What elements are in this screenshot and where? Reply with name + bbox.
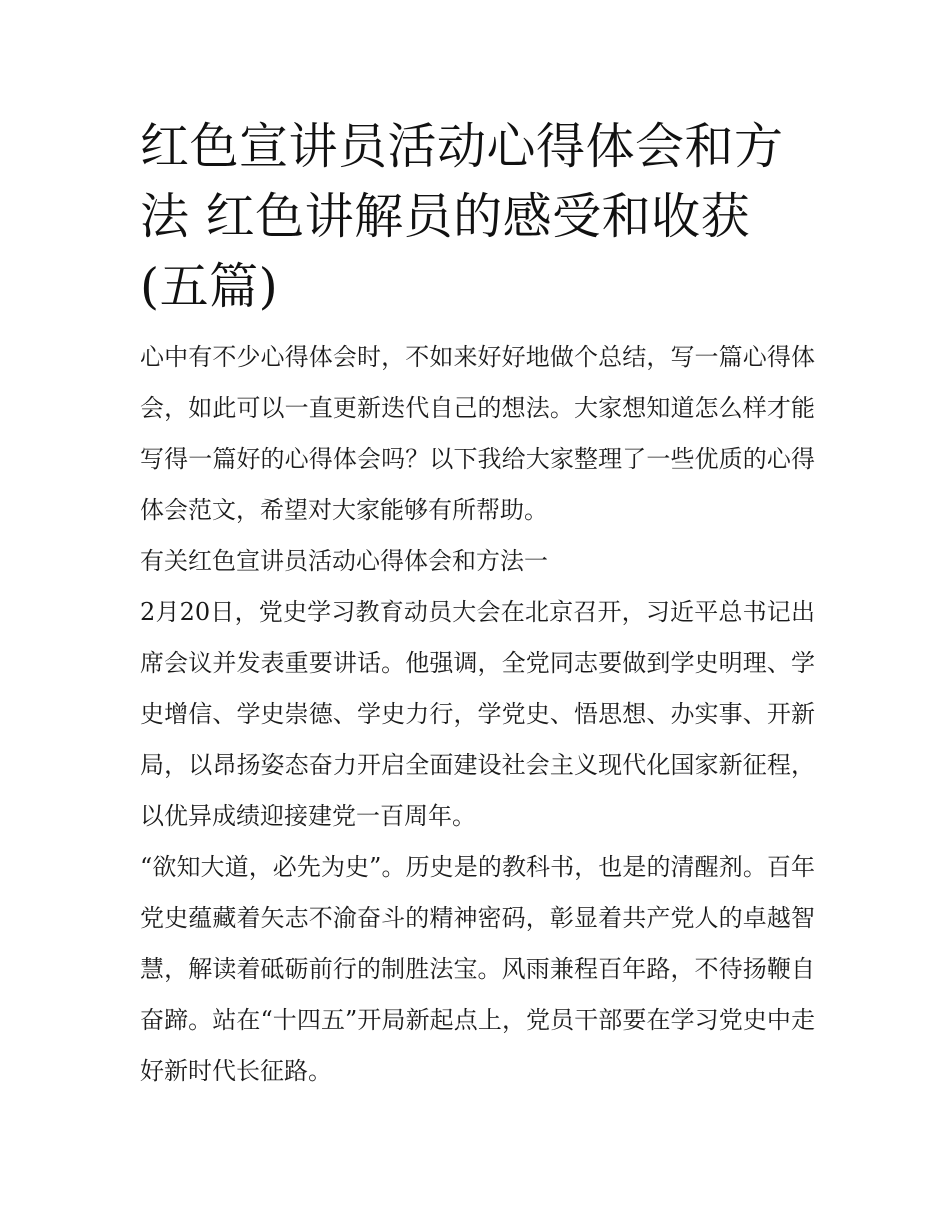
- body-paragraph: 2月20日，党史学习教育动员大会在北京召开，习近平总书记出席会议并发表重要讲话。他强调，全党同志要做到学史明理、学史增信、学史崇德、学史力行，学党史、悟思想、办实事、开新局，以昂扬姿态奋力开启全面建设社会主义现代化国家新征程，以优异成绩迎接建党一百周年。: [140, 598, 815, 830]
- document-title: 红色宣讲员活动心得体会和方法 红色讲解员的感受和收获(五篇): [140, 118, 784, 315]
- document-body: [140, 112, 815, 1097]
- body-paragraph: “欲知大道，必先为史”。历史是的教科书，也是的清醒剂。百年党史蕴藏着矢志不渝奋斗的精神密码，彰显着共产党人的卓越智慧，解读着砥砺前行的制胜法宝。风雨兼程百年路，不待扬鞭自奋蹄。站在“十四五”开局新起点上，党员干部要在学习党史中走好新时代长征路。: [140, 853, 815, 1085]
- intro-paragraph: 心中有不少心得体会时，不如来好好地做个总结，写一篇心得体会，如此可以一直更新迭代自己的想法。大家想知道怎么样才能写得一篇好的心得体会吗？以下我给大家整理了一些优质的心得体会范文，希望对大家能够有所帮助。: [140, 343, 815, 524]
- section-heading: 有关红色宣讲员活动心得体会和方法一: [140, 547, 548, 575]
